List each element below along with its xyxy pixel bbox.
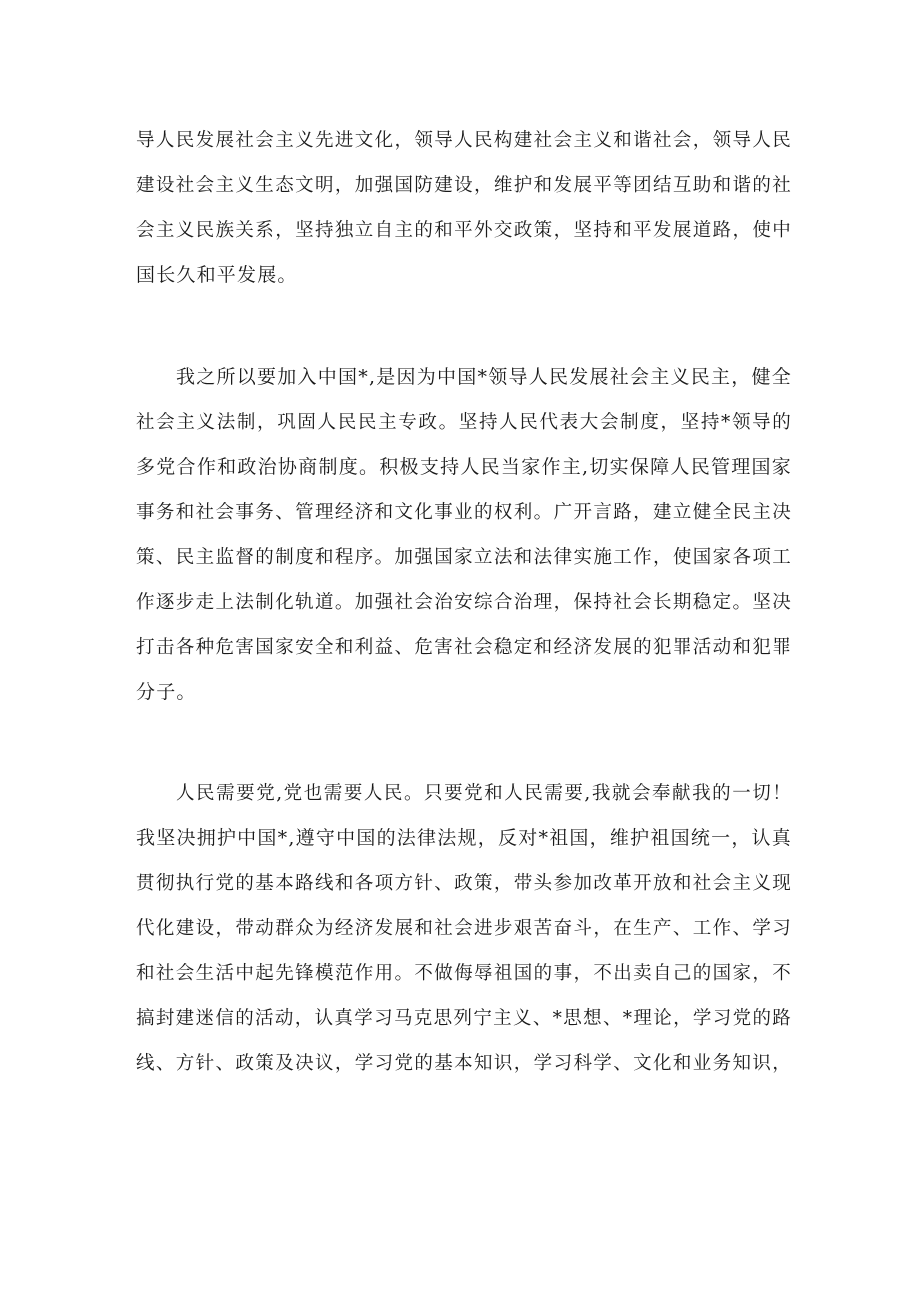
text-line: 我坚决拥护中国*,遵守中国的法律法规，反对*祖国，维护祖国统一，认真 xyxy=(136,827,792,849)
text-line: 多党合作和政治协商制度。积极支持人民当家作主,切实保障人民管理国家 xyxy=(136,456,792,478)
text-line: 建设社会主义生态文明，加强国防建设，维护和发展平等团结互助和谐的社 xyxy=(136,175,792,196)
text-line: 导人民发展社会主义先进文化，领导人民构建社会主义和谐社会，领导人民 xyxy=(136,130,792,151)
text-line: 会主义民族关系，坚持独立自主的和平外交政策，坚持和平发展道路，使中 xyxy=(136,220,792,241)
text-line: 我之所以要加入中国*,是因为中国*领导人民发展社会主义民主，健全 xyxy=(176,366,792,388)
text-line: 作逐步走上法制化轨道。加强社会治安综合治理，保持社会长期稳定。坚决 xyxy=(136,592,792,613)
text-line: 国长久和平发展。 xyxy=(136,264,298,286)
paragraph-3 xyxy=(136,771,792,1086)
text-line: 贯彻执行党的基本路线和各项方针、政策，带头参加改革开放和社会主义现 xyxy=(136,873,792,894)
paragraph-1 xyxy=(136,118,792,298)
text-line: 代化建设，带动群众为经济发展和社会进步艰苦奋斗，在生产、工作、学习 xyxy=(136,918,792,939)
text-line: 搞封建迷信的活动，认真学习马克思列宁主义、*思想、*理论，学习党的路 xyxy=(136,1008,792,1029)
text-line: 人民需要党,党也需要人民。只要党和人民需要,我就会奉献我的一切！ xyxy=(176,783,792,804)
text-line: 打击各种危害国家安全和利益、危害社会稳定和经济发展的犯罪活动和犯罪 xyxy=(136,637,792,658)
text-line: 策、民主监督的制度和程序。加强国家立法和法律实施工作，使国家各项工 xyxy=(136,547,792,568)
text-line: 事务和社会事务、管理经济和文化事业的权利。广开言路，建立健全民主决 xyxy=(136,502,792,523)
text-line: 社会主义法制，巩固人民民主专政。坚持人民代表大会制度，坚持*领导的 xyxy=(136,412,792,433)
text-line: 分子。 xyxy=(136,681,197,703)
text-line: 和社会生活中起先锋模范作用。不做侮辱祖国的事，不出卖自己的国家，不 xyxy=(136,963,792,984)
text-line: 线、方针、政策及决议，学习党的基本知识，学习科学、文化和业务知识， xyxy=(136,1053,792,1074)
paragraph-2 xyxy=(136,355,792,715)
